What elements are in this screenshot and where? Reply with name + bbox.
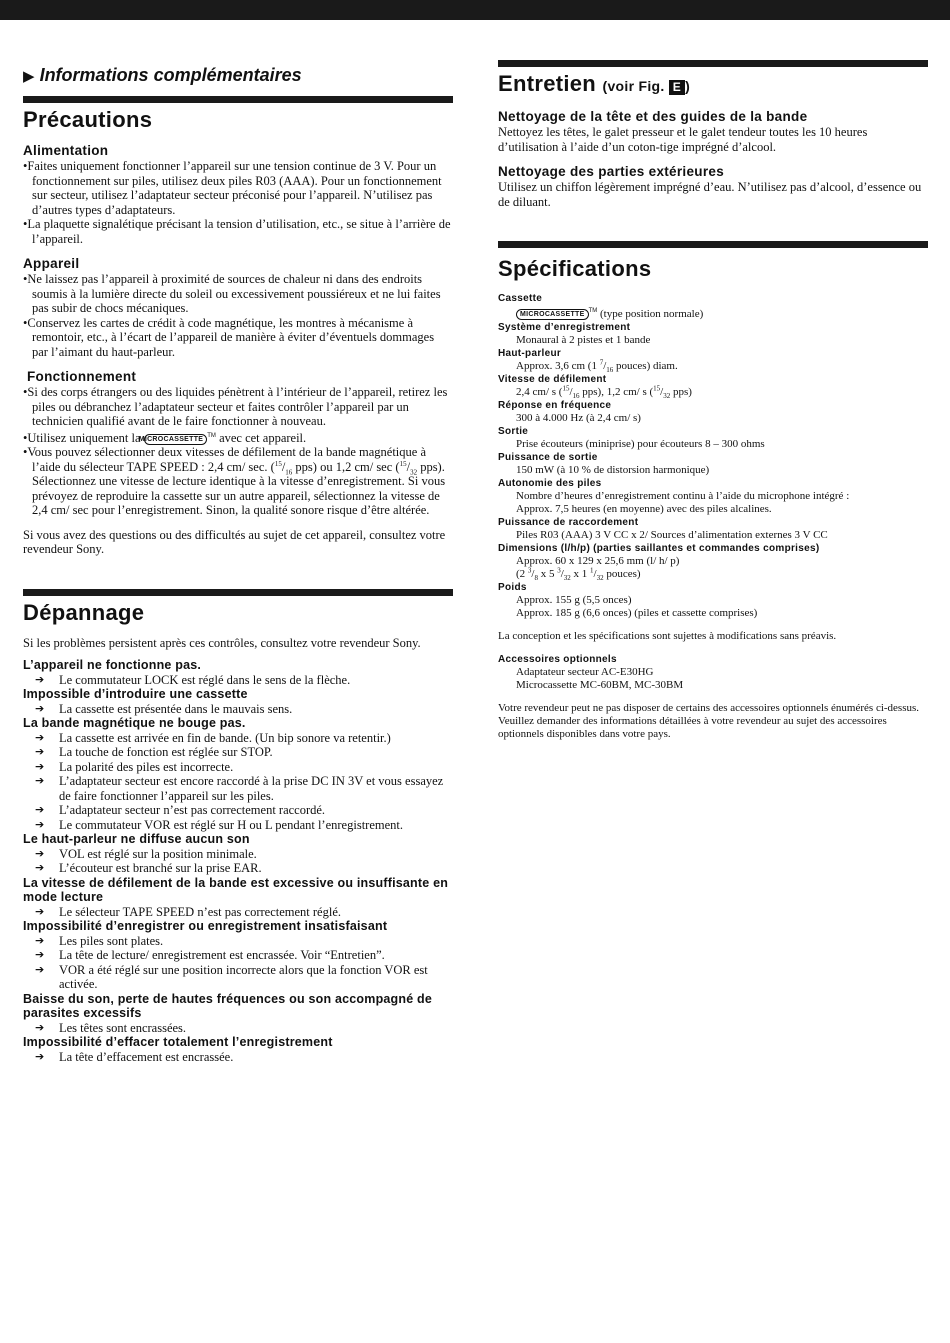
cause-text: L’écouteur est branché sur la prise EAR. [59, 861, 262, 875]
problem-heading: La bande magnétique ne bouge pas. [23, 716, 246, 730]
fraction-num: 1 [590, 566, 594, 575]
cause-item [23, 861, 453, 876]
precautions-rule [23, 96, 453, 103]
arrow-right-icon: ➔ [35, 730, 45, 744]
arrow-right-icon: ➔ [35, 745, 45, 758]
list-item: • Faites uniquement fonctionner l’appareil sur une tension continue de 3 V. Pour un fonctionnement sur piles, utilisez deux piles R03 (AAA). Pour un fonctionnement sur secteur, utilisez l’adaptateur secteur préconisé pour l’appareil. N’utilisez pas d’autres types d’adaptateurs. [23, 159, 453, 217]
spec-value: Monaural à 2 pistes et 1 bande [516, 334, 651, 346]
spec-label: Dimensions (l/h/p) (parties saillantes et commandes comprises) [498, 543, 820, 554]
spec-label: Puissance de raccordement [498, 517, 639, 528]
trademark: TM [207, 432, 216, 439]
fraction-den: 32 [663, 392, 671, 401]
arrow-right-icon: ➔ [35, 861, 45, 874]
list-item: • Vous pouvez sélectionner deux vitesses de défilement de la bande magnétique à l’aide du sélecteur TAPE SPEED : 2,4 cm/ sec. ($^{15}/_{16}$ pps) ou 1,2 cm/ $\sec (^{15}/_{32}$ pps). Sélectionnez une vitesse de lecture identique à la vitesse d’enregistrement. Si vous prévoyez de reproduire la cassette sur un autre appareil, sélectionnez la vitesse de 2,4 cm/ sec pour l’enregistrement. Sinon, la qualité sonore risque d’être altérée. [23, 445, 453, 518]
spec-label: Réponse en fréquence [498, 400, 612, 411]
arrow-right-icon: ➔ [35, 701, 45, 715]
arrow-right-icon: ➔ [35, 672, 45, 686]
nettoyage-ext-text: Utilisez un chiffon légèrement imprégné d’eau. N’utilisez pas d’alcool, d’essence ou de diluant. [498, 180, 922, 209]
fraction-den: 16 [572, 392, 580, 401]
problem-heading: Le haut-parleur ne diffuse aucun son [23, 832, 250, 846]
cause-text: La tête de lecture/ enregistrement est encrassée. Voir “Entretien”. [59, 948, 385, 962]
spec-label: Sortie [498, 426, 529, 437]
microcassette-logo: MICROCASSETTE [516, 309, 589, 320]
cause-text: L’adaptateur secteur n’est pas correctement raccordé. [59, 803, 326, 817]
spec-label: Cassette [498, 293, 543, 304]
spec-label: Accessoires optionnels [498, 654, 617, 665]
microcassette-logo: MICROCASSETTE [144, 434, 208, 445]
fraction-num: 15 [274, 459, 282, 468]
spec-value: Nombre d’heures d’enregistrement continu à l’aide du microphone intégré : [516, 490, 850, 502]
arrow-right-icon: ➔ [35, 1020, 45, 1034]
fraction-den: 32 [563, 574, 571, 583]
nettoyage-tete-text: Nettoyez les têtes, le galet presseur et le galet tendeur toutes les 10 heures d’utilisation à l’aide d’un coton-tige imprégné d’alcool. [498, 125, 868, 154]
alimentation-list [23, 159, 453, 246]
cause-item [23, 803, 453, 818]
spec-value [498, 305, 928, 321]
fraction-num: 7 [599, 358, 604, 367]
problems-list [23, 658, 453, 1064]
arrow-right-icon: ➔ [35, 1049, 45, 1063]
spec-value: Approx. 3,6 cm (1 $^7/_{16}$ pouces) diam. [516, 358, 678, 375]
text: pouces) [603, 568, 641, 580]
nettoyage-tete-heading: Nettoyage de la tête et des guides de la bande [498, 109, 808, 124]
problem-heading: La vitesse de défilement de la bande est excessive ou insuffisante en mode lecture [23, 875, 449, 904]
fig-letter-box: E [669, 80, 685, 95]
cause-text: La cassette est présentée dans le mauvais sens. [59, 701, 293, 716]
arrow-right-icon: ➔ [35, 803, 45, 816]
top-black-bar [0, 0, 950, 20]
cause-item [23, 1021, 453, 1036]
cause-item [23, 948, 453, 963]
precautions-closing: Si vous avez des questions ou des difficultés au sujet de cet appareil, consultez votre revendeur Sony. [23, 527, 446, 556]
spec-label: Poids [498, 582, 527, 593]
appareil-heading: Appareil [23, 256, 80, 271]
text: Vous pouvez sélectionner deux vitesses de défilement de la bande magnétique à l’aide du sélecteur TAPE SPEED : 2,4 cm/ sec. ( [27, 445, 426, 474]
text: avec cet appareil. [215, 430, 307, 445]
spec-value: (2 $^3/_8$ x 5 $^3/_{32}$ x 1 $^1/_{32}$ pouces) [516, 566, 641, 583]
arrow-right-icon: ➔ [35, 962, 45, 976]
cause-item [23, 731, 453, 746]
spec-label: Puissance de sortie [498, 452, 598, 463]
text: Utilisez uniquement la [27, 430, 144, 445]
cause-text: L’adaptateur secteur est encore raccordé à la prise DC IN 3V et vous essayez de faire fonctionner l’appareil sur les piles. [59, 774, 444, 803]
text: (2 [516, 568, 528, 580]
problem-heading: Impossible d’introduire une cassette [23, 687, 248, 701]
specifications-rule [498, 241, 928, 248]
arrow-right-icon: ➔ [35, 846, 45, 860]
cause-text: VOR a été réglé sur une position incorrecte alors que la fonction VOR est activée. [59, 962, 428, 991]
trademark: TM [588, 308, 598, 314]
fraction-num: 15 [562, 384, 570, 393]
problem-heading: Baisse du son, perte de hautes fréquences ou son accompagné de parasites excessifs [23, 991, 433, 1020]
triangle-right-icon: ▶ [23, 67, 35, 85]
accessoires-closing: Votre revendeur peut ne pas disposer de certains des accessoires optionnels énumérés ci-dessus. Veuillez demander des informations détaillées à votre revendeur au sujet des accessoires optionnels disponibles dans votre pays. [498, 702, 920, 740]
cause-item [23, 673, 453, 688]
spec-value: Approx. 155 g (5,5 onces) [516, 594, 632, 606]
cause-item [23, 934, 453, 949]
text: pps) [670, 386, 692, 398]
spec-label: Autonomie des piles [498, 478, 602, 489]
cause-text: Les piles sont plates. [59, 933, 164, 948]
arrow-right-icon: ➔ [35, 817, 45, 831]
arrow-right-icon: ➔ [35, 904, 45, 918]
fig-reference [602, 78, 690, 94]
list-item: • Si des corps étrangers ou des liquides pénètrent à l’intérieur de l’appareil, retirez les piles ou débranchez l’adaptateur secteur et faites contrôler l’appareil par un technicien qualifié avant de le faire fonctionner à nouveau. [23, 385, 453, 429]
fonctionnement-heading: Fonctionnement [27, 369, 137, 384]
cause-item [23, 963, 453, 992]
fraction-den: 16 [606, 366, 614, 375]
text: (type position normale) [597, 308, 704, 320]
problem-heading: Impossibilité d’effacer totalement l’enregistrement [23, 1035, 333, 1049]
depannage-title: Dépannage [23, 599, 145, 625]
text: pps) ou 1,2 cm/ sec ( [292, 459, 400, 474]
arrow-right-icon: ➔ [35, 759, 45, 773]
cause-item [23, 774, 453, 803]
cause-text: La touche de fonction est réglée sur STOP. [59, 745, 273, 759]
spec-value: Piles R03 (AAA) 3 V CC x 2/ Sources d’alimentation externes 3 V CC [516, 529, 828, 541]
cause-item [23, 745, 453, 760]
spec-value: 150 mW (à 10 % de distorsion harmonique) [516, 464, 710, 476]
left-column [23, 60, 453, 1064]
cause-item [23, 905, 453, 920]
entretien-title [498, 71, 928, 97]
spec-value: Adaptateur secteur AC-E30HG [516, 666, 654, 678]
text: pps), 1,2 cm/ s ( [579, 386, 654, 398]
cause-item [23, 760, 453, 775]
text: Approx. 3,6 cm (1 [516, 360, 600, 372]
alimentation-heading: Alimentation [23, 143, 109, 158]
fig-prefix: (voir Fig. [602, 78, 669, 94]
fraction-den: 32 [596, 574, 604, 583]
fraction-num: 15 [653, 384, 661, 393]
spec-value: Approx. 7,5 heures (en moyenne) avec des piles alcalines. [516, 503, 772, 515]
cause-text: La cassette est arrivée en fin de bande. (Un bip sonore va retentir.) [59, 730, 391, 745]
spec-label: Haut-parleur [498, 348, 562, 359]
spec-value: Approx. 60 x 129 x 25,6 mm (l/ h/ p) [516, 555, 680, 567]
fraction-den: 32 [410, 468, 418, 476]
cause-text: La tête d’effacement est encrassée. [59, 1049, 234, 1064]
spec-value: 300 à 4.000 Hz (à 2,4 cm/ s) [516, 412, 641, 424]
text: x 5 [537, 568, 558, 580]
nettoyage-ext-heading: Nettoyage des parties extérieures [498, 164, 724, 179]
cause-text: Le commutateur LOCK est réglé dans le sens de la flèche. [59, 672, 351, 687]
fraction-num: 15 [399, 459, 407, 468]
text: x 1 [570, 568, 591, 580]
cause-item [23, 818, 453, 833]
fraction-num: 3 [557, 566, 561, 575]
arrow-right-icon: ➔ [35, 774, 45, 787]
spec-label: Vitesse de défilement [498, 374, 607, 385]
cause-text: Le sélecteur TAPE SPEED n’est pas correctement réglé. [59, 904, 342, 919]
appareil-list [23, 272, 453, 359]
cause-text: Les têtes sont encrassées. [59, 1020, 187, 1035]
specifications-title: Spécifications [498, 256, 652, 281]
problem-heading: L’appareil ne fonctionne pas. [23, 658, 202, 672]
arrow-right-icon: ➔ [35, 948, 45, 961]
fonctionnement-list [23, 385, 453, 518]
text: 2,4 cm/ s ( [516, 386, 563, 398]
text: pouces) diam. [613, 360, 678, 372]
text: pps). [417, 459, 445, 474]
list-item: • La plaquette signalétique précisant la tension d’utilisation, etc., se situe à l’arrière de l’appareil. [23, 217, 453, 246]
arrow-right-icon: ➔ [35, 933, 45, 947]
spec-label: Système d’enregistrement [498, 322, 631, 333]
fraction-num: 3 [527, 566, 532, 575]
entretien-rule [498, 60, 928, 67]
right-column [498, 60, 928, 741]
spec-value: 2,4 cm/ s ($^{15}/_{16}$ pps), 1,2 cm/ s ($^{15}/_{32}$ pps) [516, 384, 692, 401]
text: Sélectionnez une vitesse de lecture identique à la vitesse d’enregistrement. Si vous prévoyez de reproduire la cassette sur un autre appareil, sélectionnez la vitesse de 2,4 cm/ sec pour l’enregistrement. Sinon, la qualité sonore risque d’être altérée. [32, 474, 446, 517]
problem-heading: Impossibilité d’enregistrer ou enregistrement insatisfaisant [23, 919, 388, 933]
list-item [23, 429, 453, 446]
cause-text: La polarité des piles est incorrecte. [59, 759, 234, 774]
spec-value: Microcassette MC-60BM, MC-30BM [516, 679, 684, 691]
spec-note: La conception et les spécifications sont sujettes à modifications sans préavis. [498, 630, 837, 642]
list-item: • Conservez les cartes de crédit à code magnétique, les montres à mécanisme à remontoir, etc., à l’écart de l’appareil de manière à éviter d’éventuels dommages par l’aimant du haut-parleur. [23, 316, 453, 360]
precautions-title: Précautions [23, 107, 153, 132]
depannage-rule [23, 589, 453, 596]
fraction-den: 16 [285, 468, 293, 476]
cause-item [23, 702, 453, 717]
cause-text: Le commutateur VOR est réglé sur H ou L pendant l’enregistrement. [59, 817, 403, 832]
entretien-title-text: Entretien [498, 71, 597, 96]
spec-value: Prise écouteurs (miniprise) pour écouteurs 8 – 300 ohms [516, 438, 765, 450]
spec-value: Approx. 185 g (6,6 onces) (piles et cassette comprises) [516, 607, 758, 619]
fraction-den: 8 [534, 574, 538, 583]
info-header-text: Informations complémentaires [39, 65, 302, 85]
cause-text: VOL est réglé sur la position minimale. [59, 846, 257, 861]
cause-item [23, 847, 453, 862]
list-item: • Ne laissez pas l’appareil à proximité de sources de chaleur ni dans des endroits soumis à la lumière directe du soleil ou excessivement poussiéreux et ne lui faites pas subir de chocs mécaniques. [23, 272, 453, 316]
spec-list [498, 292, 928, 620]
depannage-intro: Si les problèmes persistent après ces contrôles, consultez votre revendeur Sony. [23, 635, 421, 650]
fig-suffix: ) [685, 78, 691, 94]
cause-item [23, 1050, 453, 1065]
info-header [23, 65, 453, 86]
